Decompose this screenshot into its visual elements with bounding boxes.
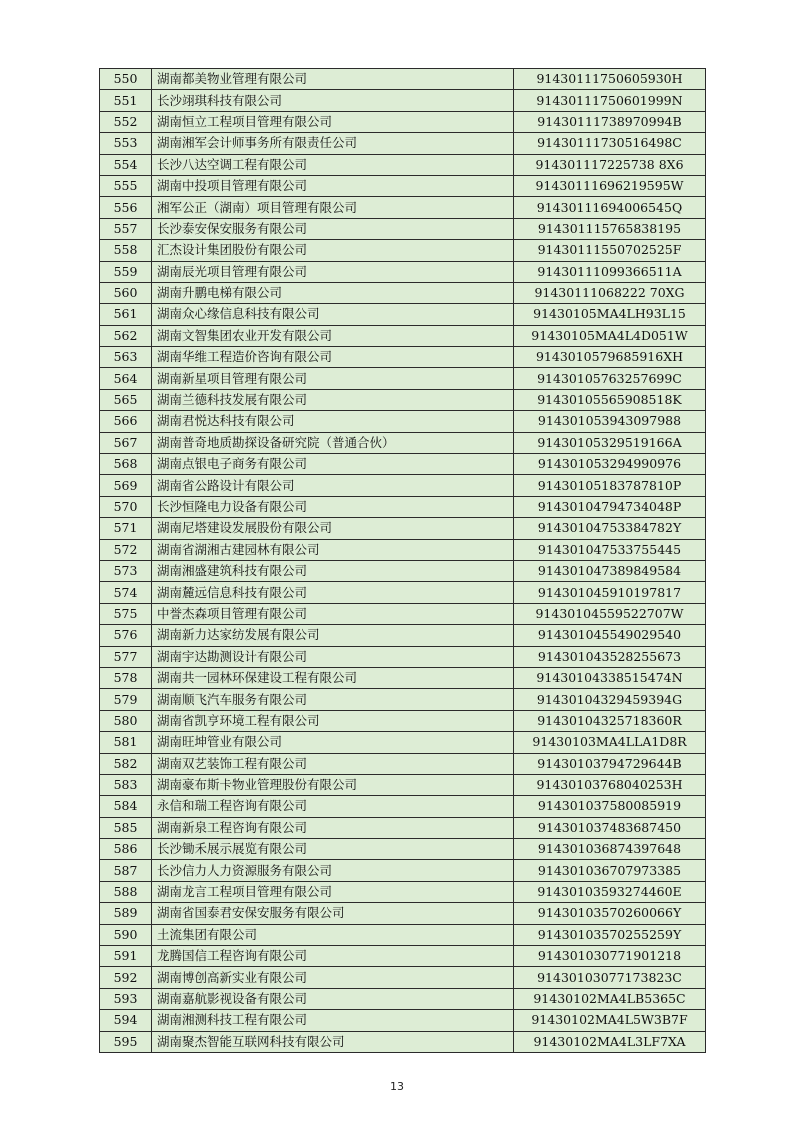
credit-code: 914301030771901218 <box>514 946 706 967</box>
table-row <box>100 111 706 132</box>
table-row <box>100 175 706 196</box>
company-name: 湖南麓远信息科技有限公司 <box>152 582 514 603</box>
credit-code: 914301045549029540 <box>514 625 706 646</box>
row-number: 579 <box>100 689 152 710</box>
row-number: 595 <box>100 1031 152 1052</box>
row-number: 589 <box>100 903 152 924</box>
company-name: 湖南普奇地质勘探设备研究院（普通合伙） <box>152 432 514 453</box>
company-name: 湖南点银电子商务有限公司 <box>152 454 514 475</box>
credit-code: 91430105763257699C <box>514 368 706 389</box>
table-row <box>100 667 706 688</box>
table-row <box>100 432 706 453</box>
company-name: 长沙泰安保安服务有限公司 <box>152 218 514 239</box>
company-name: 湖南新星项目管理有限公司 <box>152 368 514 389</box>
row-number: 551 <box>100 90 152 111</box>
table-row <box>100 881 706 902</box>
table-row <box>100 368 706 389</box>
credit-code: 91430103570260066Y <box>514 903 706 924</box>
table-row <box>100 1010 706 1031</box>
company-name: 湖南宇达勘测设计有限公司 <box>152 646 514 667</box>
table-row <box>100 988 706 1009</box>
row-number: 550 <box>100 69 152 90</box>
row-number: 562 <box>100 325 152 346</box>
table-row <box>100 582 706 603</box>
company-name: 湖南湘盛建筑科技有限公司 <box>152 560 514 581</box>
row-number: 577 <box>100 646 152 667</box>
row-number: 586 <box>100 839 152 860</box>
table-row <box>100 197 706 218</box>
row-number: 578 <box>100 667 152 688</box>
table-row <box>100 860 706 881</box>
credit-code: 91430103794729644B <box>514 753 706 774</box>
credit-code: 91430103MA4LLA1D8R <box>514 732 706 753</box>
table-row <box>100 560 706 581</box>
company-name: 湖南兰德科技发展有限公司 <box>152 389 514 410</box>
row-number: 554 <box>100 154 152 175</box>
credit-code: 91430102MA4L3LF7XA <box>514 1031 706 1052</box>
company-name: 湖南双艺装饰工程有限公司 <box>152 753 514 774</box>
company-name: 湖南龙言工程项目管理有限公司 <box>152 881 514 902</box>
credit-code: 914301037483687450 <box>514 817 706 838</box>
company-name: 湖南聚杰智能互联网科技有限公司 <box>152 1031 514 1052</box>
table-row <box>100 411 706 432</box>
credit-code: 914301053943097988 <box>514 411 706 432</box>
credit-code: 91430104559522707W <box>514 603 706 624</box>
credit-code: 91430104325718360R <box>514 710 706 731</box>
row-number: 585 <box>100 817 152 838</box>
row-number: 587 <box>100 860 152 881</box>
credit-code: 914301036707973385 <box>514 860 706 881</box>
company-name: 湖南博创高新实业有限公司 <box>152 967 514 988</box>
table-row <box>100 710 706 731</box>
company-name: 长沙翊琪科技有限公司 <box>152 90 514 111</box>
credit-code: 91430105565908518K <box>514 389 706 410</box>
company-name: 湖南共一园林环保建设工程有限公司 <box>152 667 514 688</box>
company-name: 长沙信力人力资源服务有限公司 <box>152 860 514 881</box>
row-number: 561 <box>100 304 152 325</box>
credit-code: 91430111750605930H <box>514 69 706 90</box>
credit-code: 91430102MA4L5W3B7F <box>514 1010 706 1031</box>
credit-code: 91430105MA4L4D051W <box>514 325 706 346</box>
row-number: 592 <box>100 967 152 988</box>
table-row <box>100 946 706 967</box>
row-number: 593 <box>100 988 152 1009</box>
table-row <box>100 304 706 325</box>
row-number: 558 <box>100 240 152 261</box>
credit-code: 91430105183787810P <box>514 475 706 496</box>
table-row <box>100 753 706 774</box>
credit-code: 914301036874397648 <box>514 839 706 860</box>
row-number: 565 <box>100 389 152 410</box>
table-row <box>100 625 706 646</box>
company-name: 湖南文智集团农业开发有限公司 <box>152 325 514 346</box>
table-row <box>100 347 706 368</box>
table-row <box>100 240 706 261</box>
company-name: 湖南新泉工程咨询有限公司 <box>152 817 514 838</box>
table-row <box>100 475 706 496</box>
row-number: 556 <box>100 197 152 218</box>
table-row <box>100 539 706 560</box>
row-number: 591 <box>100 946 152 967</box>
table-row <box>100 839 706 860</box>
credit-code: 91430111738970994B <box>514 111 706 132</box>
table-row <box>100 774 706 795</box>
company-name: 中誉杰森项目管理有限公司 <box>152 603 514 624</box>
row-number: 552 <box>100 111 152 132</box>
row-number: 575 <box>100 603 152 624</box>
row-number: 581 <box>100 732 152 753</box>
credit-code: 914301043528255673 <box>514 646 706 667</box>
table-row <box>100 325 706 346</box>
company-name: 湖南豪布斯卡物业管理股份有限公司 <box>152 774 514 795</box>
row-number: 553 <box>100 133 152 154</box>
row-number: 572 <box>100 539 152 560</box>
company-name: 湖南尼塔建设发展股份有限公司 <box>152 518 514 539</box>
credit-code: 914301117225738 8X6 <box>514 154 706 175</box>
company-name: 龙腾国信工程咨询有限公司 <box>152 946 514 967</box>
company-name: 湖南众心缘信息科技有限公司 <box>152 304 514 325</box>
row-number: 571 <box>100 518 152 539</box>
company-name: 长沙锄禾展示展览有限公司 <box>152 839 514 860</box>
company-name: 永信和瑞工程咨询有限公司 <box>152 796 514 817</box>
row-number: 557 <box>100 218 152 239</box>
company-list-table <box>99 68 706 1053</box>
table-row <box>100 689 706 710</box>
credit-code: 91430105MA4LH93L15 <box>514 304 706 325</box>
row-number: 573 <box>100 560 152 581</box>
row-number: 570 <box>100 496 152 517</box>
company-name: 湖南升鹏电梯有限公司 <box>152 282 514 303</box>
row-number: 559 <box>100 261 152 282</box>
table-body <box>100 69 706 1053</box>
row-number: 594 <box>100 1010 152 1031</box>
row-number: 560 <box>100 282 152 303</box>
credit-code: 91430111068222 70XG <box>514 282 706 303</box>
page-number: 13 <box>390 1080 404 1093</box>
credit-code: 91430104338515474N <box>514 667 706 688</box>
company-name: 湖南中投项目管理有限公司 <box>152 175 514 196</box>
credit-code: 91430111099366511A <box>514 261 706 282</box>
company-name: 湖南嘉航影视设备有限公司 <box>152 988 514 1009</box>
row-number: 583 <box>100 774 152 795</box>
row-number: 580 <box>100 710 152 731</box>
credit-code: 91430103570255259Y <box>514 924 706 945</box>
row-number: 574 <box>100 582 152 603</box>
credit-code: 91430111696219595W <box>514 175 706 196</box>
company-name: 湖南辰光项目管理有限公司 <box>152 261 514 282</box>
row-number: 563 <box>100 347 152 368</box>
company-name: 湖南省湖湘古建园林有限公司 <box>152 539 514 560</box>
table-row <box>100 154 706 175</box>
row-number: 588 <box>100 881 152 902</box>
credit-code: 91430104794734048P <box>514 496 706 517</box>
credit-code: 914301053294990976 <box>514 454 706 475</box>
table-row <box>100 903 706 924</box>
company-name: 湖南君悦达科技有限公司 <box>152 411 514 432</box>
credit-code: 91430103077173823C <box>514 967 706 988</box>
row-number: 567 <box>100 432 152 453</box>
company-name: 湖南湘军会计师事务所有限责任公司 <box>152 133 514 154</box>
company-name: 湖南都美物业管理有限公司 <box>152 69 514 90</box>
table-row <box>100 133 706 154</box>
company-name: 湖南恒立工程项目管理有限公司 <box>152 111 514 132</box>
credit-code: 914301047389849584 <box>514 560 706 581</box>
row-number: 582 <box>100 753 152 774</box>
credit-code: 91430111550702525F <box>514 240 706 261</box>
credit-code: 9143010579685916XH <box>514 347 706 368</box>
company-name: 湘军公正（湖南）项目管理有限公司 <box>152 197 514 218</box>
row-number: 590 <box>100 924 152 945</box>
credit-code: 914301045910197817 <box>514 582 706 603</box>
credit-code: 914301047533755445 <box>514 539 706 560</box>
table-row <box>100 389 706 410</box>
credit-code: 91430102MA4LB5365C <box>514 988 706 1009</box>
credit-code: 91430103768040253H <box>514 774 706 795</box>
company-name: 湖南顺飞汽车服务有限公司 <box>152 689 514 710</box>
credit-code: 91430105329519166A <box>514 432 706 453</box>
table-row <box>100 261 706 282</box>
credit-code: 914301115765838195 <box>514 218 706 239</box>
company-name: 土流集团有限公司 <box>152 924 514 945</box>
company-name: 湖南省公路设计有限公司 <box>152 475 514 496</box>
row-number: 584 <box>100 796 152 817</box>
row-number: 568 <box>100 454 152 475</box>
row-number: 566 <box>100 411 152 432</box>
table-row <box>100 967 706 988</box>
table-row <box>100 496 706 517</box>
table-row <box>100 732 706 753</box>
company-name: 汇杰设计集团股份有限公司 <box>152 240 514 261</box>
table-row <box>100 518 706 539</box>
row-number: 569 <box>100 475 152 496</box>
table-row <box>100 924 706 945</box>
credit-code: 91430104753384782Y <box>514 518 706 539</box>
credit-code: 914301037580085919 <box>514 796 706 817</box>
table-row <box>100 90 706 111</box>
table-row <box>100 1031 706 1052</box>
company-name: 湖南湘测科技工程有限公司 <box>152 1010 514 1031</box>
credit-code: 91430111694006545Q <box>514 197 706 218</box>
table-row <box>100 454 706 475</box>
credit-code: 91430103593274460E <box>514 881 706 902</box>
table-row <box>100 603 706 624</box>
company-name: 湖南新力达家纺发展有限公司 <box>152 625 514 646</box>
company-name: 长沙八达空调工程有限公司 <box>152 154 514 175</box>
company-name: 湖南省凯亨环境工程有限公司 <box>152 710 514 731</box>
row-number: 555 <box>100 175 152 196</box>
table-row <box>100 218 706 239</box>
row-number: 564 <box>100 368 152 389</box>
company-name: 湖南华维工程造价咨询有限公司 <box>152 347 514 368</box>
credit-code: 91430111730516498C <box>514 133 706 154</box>
company-name: 湖南省国泰君安保安服务有限公司 <box>152 903 514 924</box>
table-row <box>100 69 706 90</box>
credit-code: 91430104329459394G <box>514 689 706 710</box>
row-number: 576 <box>100 625 152 646</box>
table-row <box>100 817 706 838</box>
table-row <box>100 282 706 303</box>
company-name: 湖南旺坤管业有限公司 <box>152 732 514 753</box>
company-name: 长沙恒隆电力设备有限公司 <box>152 496 514 517</box>
credit-code: 91430111750601999N <box>514 90 706 111</box>
table-row <box>100 646 706 667</box>
table-row <box>100 796 706 817</box>
